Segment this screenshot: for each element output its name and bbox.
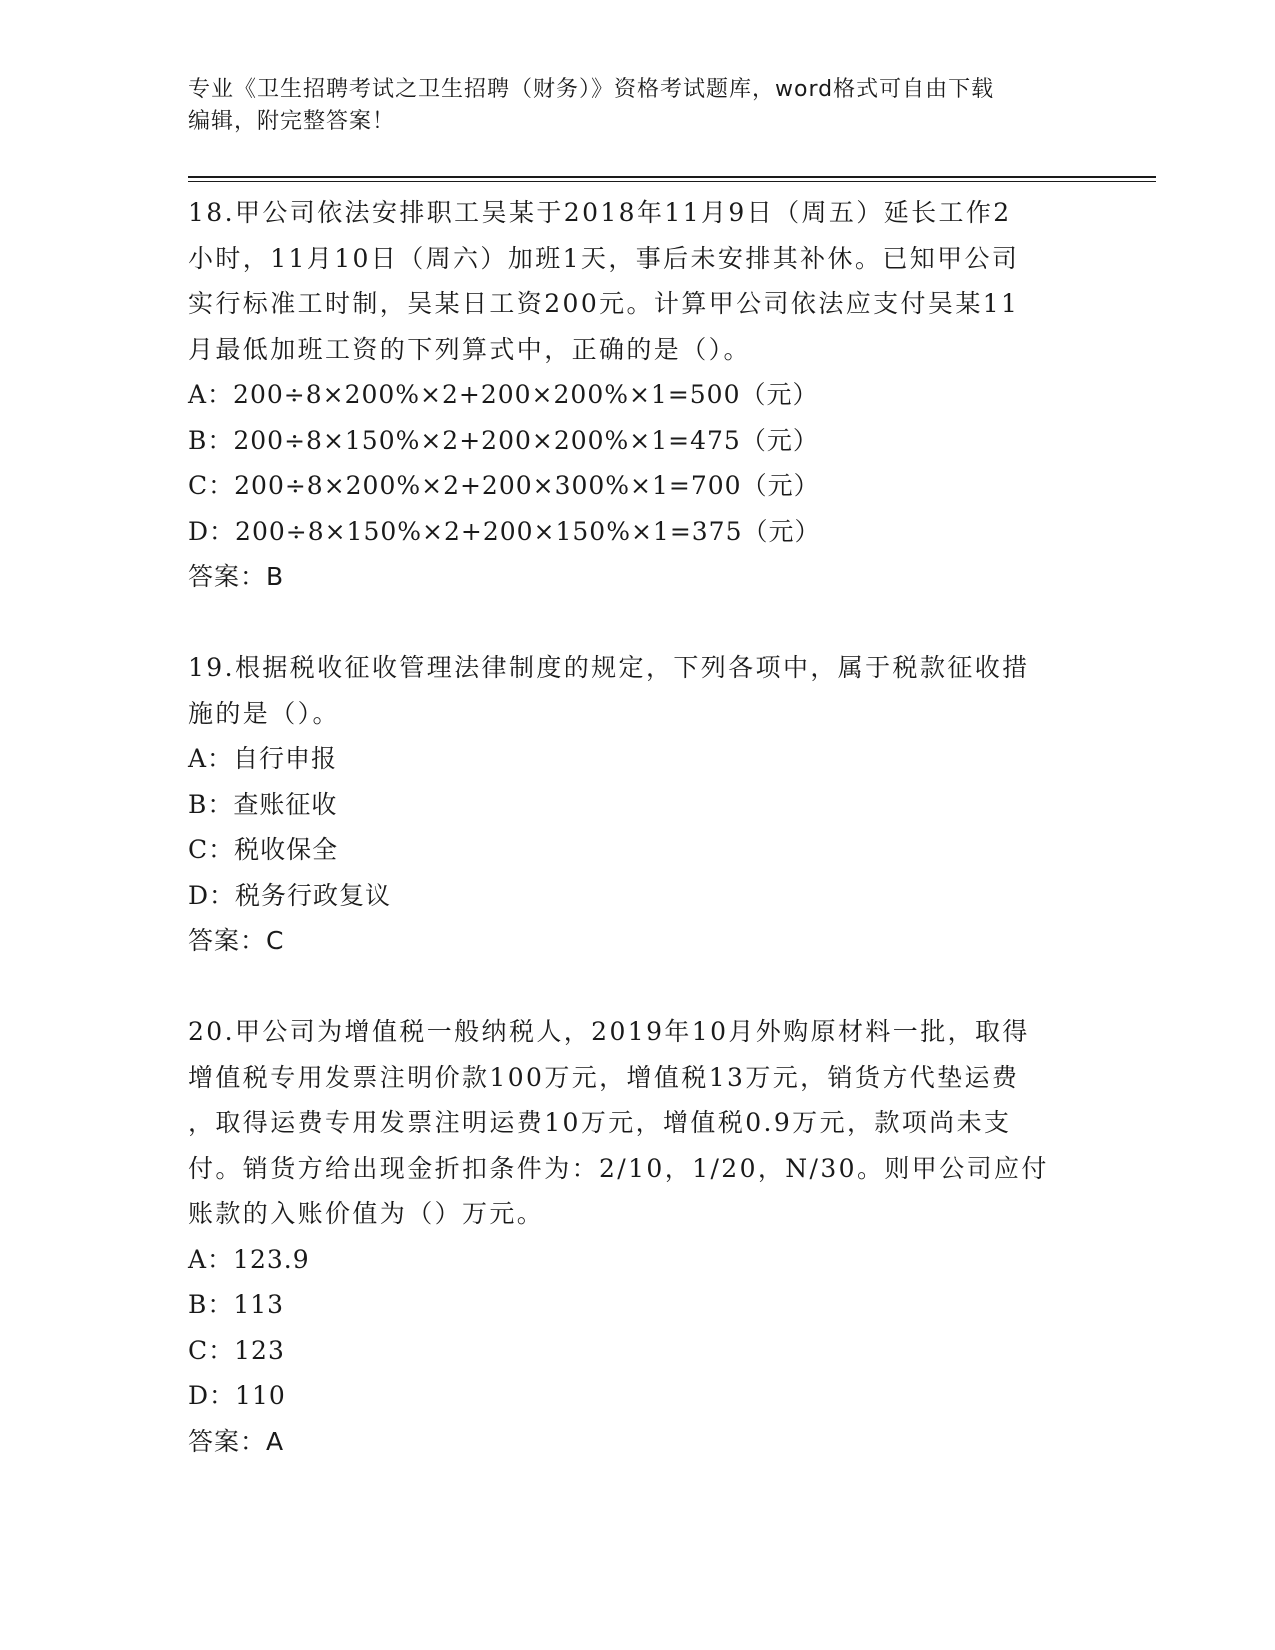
option-c: C：123: [188, 1335, 285, 1365]
document-header: [188, 74, 1068, 138]
option-d: D：税务行政复议: [188, 880, 392, 910]
option-c: C：200÷8×200%×2+200×300%×1=700（元）: [188, 471, 820, 500]
header-line: 编辑，附完整答案！: [188, 109, 396, 134]
question-spacer: [188, 600, 1088, 646]
option-b: B：查账征收: [188, 789, 338, 819]
question-text-line: 付。销货方给出现金折扣条件为：2/10，1/20，N/30。则甲公司应付: [188, 1153, 1049, 1183]
header-divider-thin: [188, 181, 1156, 182]
header-divider-thick: [188, 176, 1156, 178]
question-20: [188, 1009, 1088, 1464]
question-text-line: 实行标准工时制，吴某日工资200元。计算甲公司依法应支付吴某11: [188, 289, 1020, 318]
answer-line: 答案：B: [188, 562, 285, 591]
option-b: B：200÷8×150%×2+200×200%×1=475（元）: [188, 425, 819, 455]
option-d: D：200÷8×150%×2+200×150%×1=375（元）: [188, 516, 821, 546]
answer-line: 答案：A: [188, 1426, 285, 1456]
header-line: 专业《卫生招聘考试之卫生招聘（财务）》资格考试题库，word格式可自由下载: [188, 77, 995, 102]
question-text-line: 19.根据税收征收管理法律制度的规定，下列各项中，属于税款征收措: [188, 653, 1030, 682]
question-text-line: 18.甲公司依法安排职工吴某于2018年11月9日（周五）延长工作2: [188, 198, 1012, 227]
answer-line: 答案：C: [188, 926, 285, 955]
question-text-line: 20.甲公司为增值税一般纳税人，2019年10月外购原材料一批，取得: [188, 1017, 1030, 1046]
question-spacer: [188, 964, 1088, 1010]
option-a: A：自行申报: [188, 744, 338, 773]
question-list: [188, 190, 1088, 1464]
question-text-line: 增值税专用发票注明价款100万元，增值税13万元，销货方代垫运费: [188, 1062, 1020, 1092]
option-d: D：110: [188, 1381, 286, 1410]
option-c: C：税收保全: [188, 835, 339, 864]
option-a: A：200÷8×200%×2+200×200%×1=500（元）: [188, 380, 819, 409]
question-text-line: 账款的入账价值为（）万元。: [188, 1199, 545, 1228]
option-b: B：113: [188, 1290, 285, 1319]
question-text-line: 小时，11月10日（周六）加班1天，事后未安排其补休。已知甲公司: [188, 243, 1020, 273]
option-a: A：123.9: [188, 1244, 310, 1274]
question-18: [188, 190, 1088, 600]
question-text-line: 月最低加班工资的下列算式中，正确的是（）。: [188, 334, 751, 364]
question-19: [188, 645, 1088, 964]
question-text-line: 施的是（）。: [188, 698, 340, 728]
question-text-line: ，取得运费专用发票注明运费10万元，增值税0.9万元，款项尚未支: [188, 1108, 1012, 1137]
